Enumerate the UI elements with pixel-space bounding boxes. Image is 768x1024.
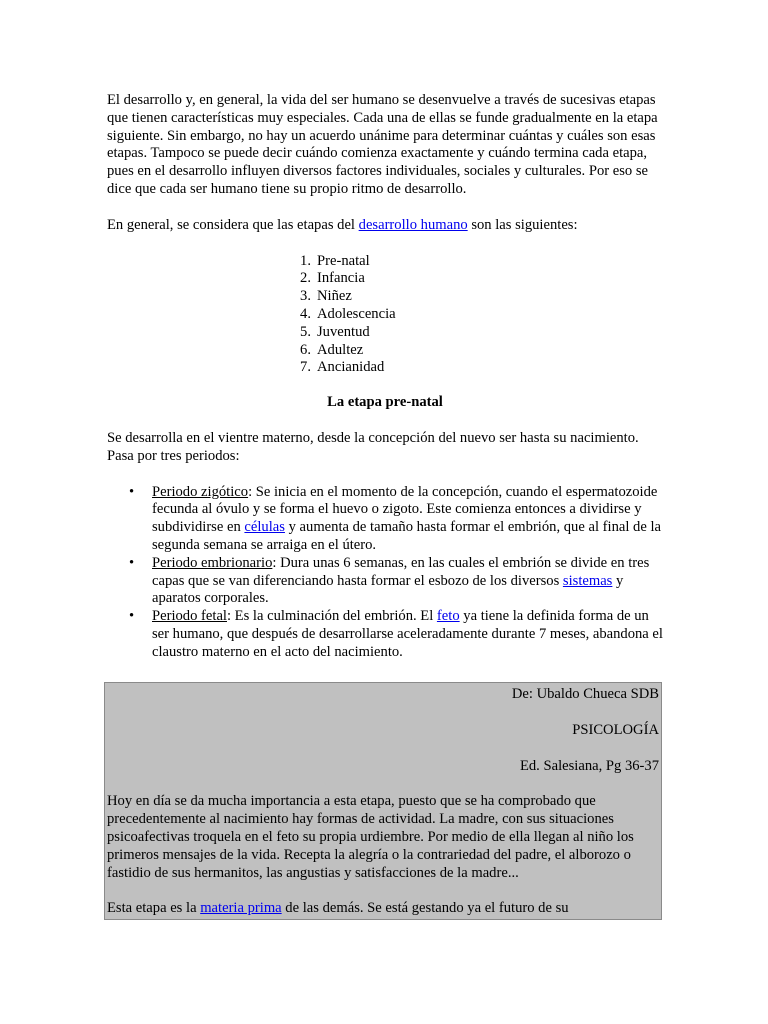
stages-intro-text-end: son las siguientes:	[467, 216, 578, 233]
bullet-icon: •	[129, 608, 135, 625]
document-body	[107, 92, 663, 662]
stage-label: Juventud	[317, 323, 370, 340]
list-item	[287, 306, 663, 324]
link-sistemas[interactable]: sistemas	[562, 572, 613, 589]
stages-intro-paragraph	[107, 217, 663, 235]
period-text-end: y aparatos corporales.	[152, 572, 624, 607]
list-number: 5.	[300, 323, 311, 340]
citation-publisher: Ed. Salesiana, Pg 36-37	[519, 757, 659, 774]
citation-box	[104, 682, 662, 920]
link-desarrollo-humano[interactable]: desarrollo humano	[358, 216, 468, 233]
intro-paragraph: El desarrollo y, en general, la vida del ser humano se desenvuelve a través de sucesivas etapas que tienen características muy especiales. Cada una de ellas se funde gradualmente en la etapa siguiente. Sin embargo, no hay un acuerdo unánime para determinar cuántas y cuáles son esas etapas. Tampoco se puede decir cuándo comienza exactamente y cuándo termina cada etapa, pues en el desarrollo influyen diversos factores individuales, sociales y culturales. Por eso se dice que cada ser humano tiene su propio ritmo de desarrollo.	[107, 92, 658, 197]
period-text: : Se inicia en el momento de la concepción, cuando el espermatozoide fecunda al óvulo y se forma el huevo o zigoto. Este comienza entonces a dividirse y subdividirse en	[152, 483, 658, 536]
bullet-icon: •	[129, 483, 135, 500]
stages-intro-text: En general, se considera que las etapas del	[107, 216, 359, 233]
list-number: 3.	[300, 288, 311, 305]
list-item	[287, 359, 663, 377]
period-text: : Es la culminación del embrión. El	[226, 608, 437, 625]
citation-last-text-end: de las demás. Se está gestando ya el futuro de su	[281, 900, 569, 917]
period-text-end: y aumenta de tamaño hasta formar el embrión, que al final de la segunda semana se arraiga en el útero.	[152, 519, 661, 553]
list-number: 2.	[300, 270, 311, 287]
link-feto[interactable]: feto	[436, 608, 460, 625]
link-materia-prima[interactable]: materia prima	[200, 900, 282, 917]
periods-list	[107, 484, 663, 662]
period-term: Periodo zigótico	[152, 483, 249, 500]
citation-book: PSICOLOGÍA	[572, 721, 659, 738]
list-item	[287, 324, 663, 342]
stage-label: Adultez	[317, 341, 364, 358]
citation-last-text: Esta etapa es la	[107, 900, 201, 917]
citation-author: De: Ubaldo Chueca SDB	[511, 686, 659, 702]
stages-list	[107, 253, 663, 378]
section-heading: La etapa pre-natal	[327, 394, 443, 411]
list-number: 6.	[300, 341, 311, 358]
bullet-icon: •	[129, 554, 135, 571]
stage-label: Niñez	[317, 288, 352, 305]
period-term: Periodo embrionario	[152, 554, 273, 571]
period-text: : Dura unas 6 semanas, en las cuales el embrión se divide en tres capas que se van diferenciando hasta formar el esbozo de los diversos	[152, 554, 650, 589]
list-item	[287, 253, 663, 271]
list-item	[287, 270, 663, 288]
citation-paragraph: Hoy en día se da mucha importancia a esta etapa, puesto que se ha comprobado que precedentemente al nacimiento hay formas de actividad. La madre, con sus situaciones psicoafectivas troquela en el feto su propia urdiembre. Por medio de ella llegan al niño los primeros mensajes de la vida. Recepta la alegría o la contrariedad del padre, el alborozo o fastidio de sus hermanitos, las angustias y satisfacciones de la madre...	[107, 793, 634, 881]
link-celulas[interactable]: células	[244, 519, 285, 536]
stage-label: Adolescencia	[317, 305, 396, 322]
list-item	[107, 555, 663, 608]
list-item	[287, 342, 663, 360]
list-item	[107, 608, 663, 661]
list-number: 1.	[300, 252, 311, 269]
list-item	[287, 288, 663, 306]
citation-last-paragraph	[107, 900, 659, 918]
list-item	[107, 484, 663, 555]
prenatal-intro-paragraph: Se desarrolla en el vientre materno, desde la concepción del nuevo ser hasta su nacimiento. Pasa por tres periodos:	[107, 429, 639, 464]
list-number: 7.	[300, 359, 311, 376]
period-term: Periodo fetal	[152, 608, 227, 625]
stage-label: Pre-natal	[317, 252, 370, 269]
list-number: 4.	[300, 305, 311, 322]
stage-label: Ancianidad	[317, 359, 385, 376]
period-text-end: ya tiene la definida forma de un ser humano, que después de desarrollarse aceleradamente durante 7 meses, abandona el claustro materno en el acto del nacimiento.	[152, 608, 663, 660]
stage-label: Infancia	[317, 270, 365, 287]
